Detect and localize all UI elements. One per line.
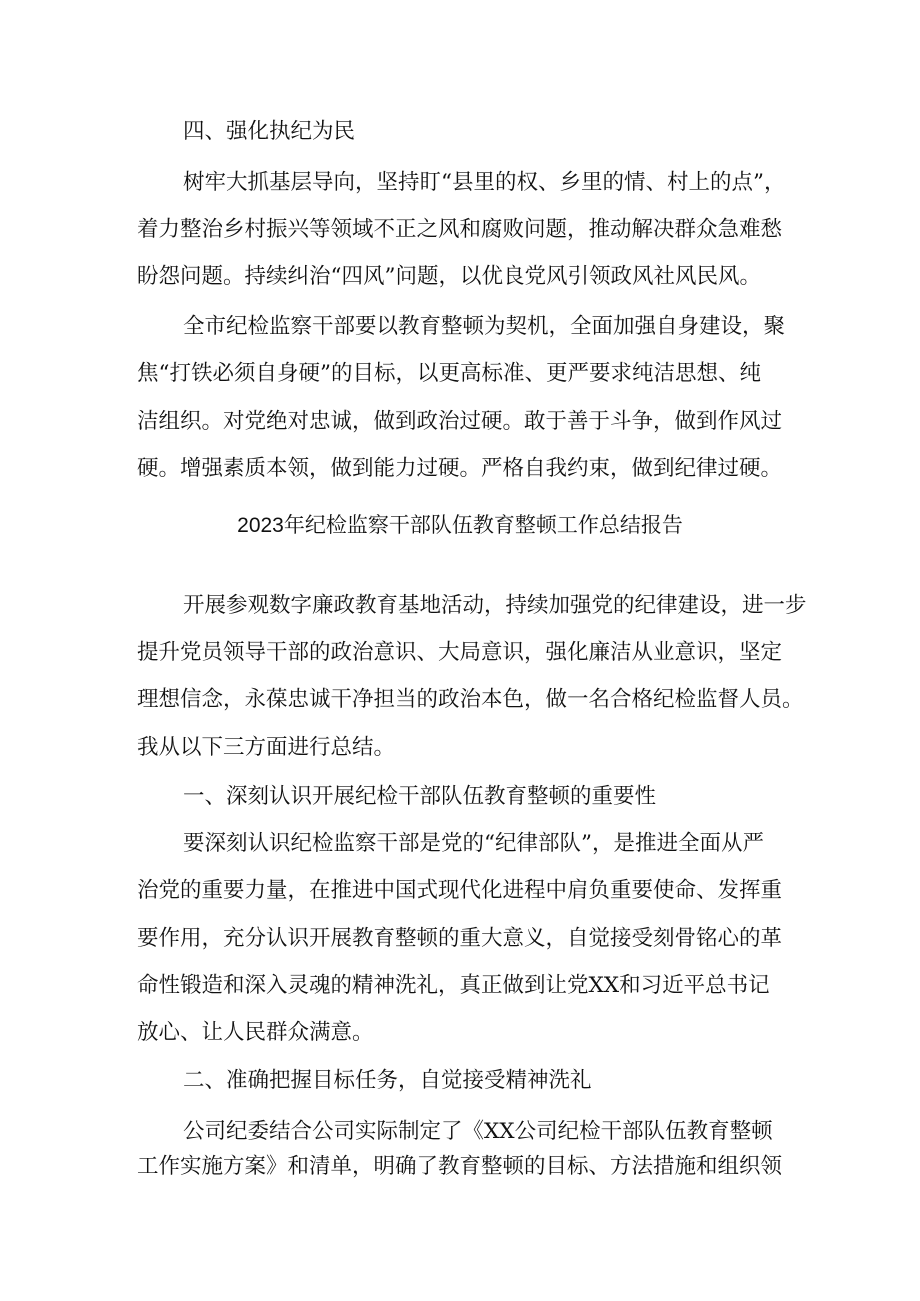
paragraph-line: 要深刻认识纪检监察干部是党的“纪律部队”，是推进全面从严 [183, 831, 764, 856]
paragraph-line: 焦“打铁必须自身硬”的目标，以更高标准、更严要求纯洁思想、纯 [137, 361, 761, 386]
paragraph-line: 工作实施方案》和清单，明确了教育整顿的目标、方法措施和组织领 [137, 1154, 783, 1179]
section-heading: 二、准确把握目标任务，自觉接受精神洗礼 [183, 1068, 592, 1093]
section-heading: 一、深刻认识开展纪检干部队伍教育整顿的重要性 [183, 784, 657, 809]
paragraph-line: 要作用，充分认识开展教育整顿的重大意义，自觉接受刻骨铭心的革 [137, 926, 783, 951]
paragraph-line: 硬。增强素质本领，做到能力过硬。严格自我约束，做到纪律过硬。 [137, 456, 783, 481]
report-title: 2023年纪检监察干部队伍教育整顿工作总结报告 [237, 514, 683, 537]
paragraph-line: 治党的重要力量，在推进中国式现代化进程中肩负重要使命、发挥重 [137, 878, 783, 903]
paragraph-line: 全市纪检监察干部要以教育整顿为契机，全面加强自身建设，聚 [183, 314, 786, 339]
paragraph-line: 盼怨问题。持续纠治“四风”问题，以优良党风引领政风社风民风。 [137, 264, 761, 289]
paragraph-line: 着力整治乡村振兴等领域不正之风和腐败问题，推动解决群众急难愁 [137, 217, 783, 242]
paragraph-line: 公司纪委结合公司实际制定了《XX公司纪检干部队伍教育整顿 [183, 1119, 773, 1144]
paragraph-line: 树牢大抓基层导向，坚持盯“县里的权、乡里的情、村上的点”， [183, 170, 786, 195]
section-heading: 四、强化执纪为民 [183, 119, 356, 144]
paragraph-line: 放心、让人民群众满意。 [137, 1020, 374, 1045]
paragraph-line: 我从以下三方面进行总结。 [137, 735, 396, 760]
paragraph-line: 开展参观数字廉政教育基地活动，持续加强党的纪律建设，进一步 [183, 593, 807, 618]
paragraph-line: 洁组织。对党绝对忠诚，做到政治过硬。敢于善于斗争，做到作风过 [137, 409, 783, 434]
paragraph-line: 命性锻造和深入灵魂的精神洗礼，真正做到让党XX和习近平总书记 [137, 973, 770, 998]
paragraph-line: 提升党员领导干部的政治意识、大局意识，强化廉洁从业意识，坚定 [137, 640, 783, 665]
paragraph-line: 理想信念，永葆忠诚干净担当的政治本色，做一名合格纪检监督人员。 [137, 687, 804, 712]
